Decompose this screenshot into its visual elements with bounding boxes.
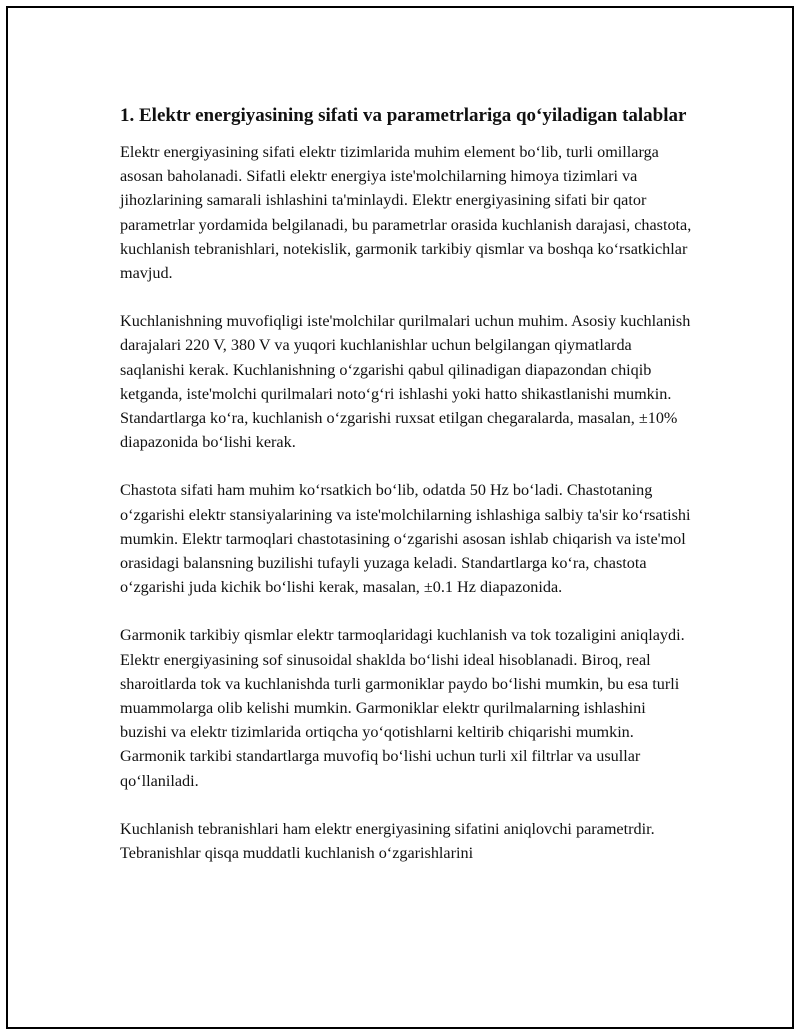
paragraph-voltage-fluctuations: Kuchlanish tebranishlari ham elektr energiyasining sifatini aniqlovchi parametrdir. Tebranishlar qisqa muddatli kuchlanish o‘zgarishlarini — [120, 819, 655, 863]
paragraph-harmonics: Garmonik tarkibiy qismlar elektr tarmoqlaridagi kuchlanish va tok tozaligini aniqlaydi. Elektr energiyasining sof sinusoidal shaklda bo‘lishi ideal hisoblanadi. Biroq, real sharoitlarda tok va kuchlanishda turli garmoniklar paydo bo‘lishi mumkin, bu esa turli muammolarga olib kelishi mumkin. Garmoniklar elektr qurilmalarning ishlashini buzishi va elektr tizimlarida ortiqcha yo‘qotishlarni keltirib chiqarishi mumkin. Garmonik tarkibi standartlarga muvofiq bo‘lishi uchun turli xil filtrlar va usullar qo‘llaniladi. — [120, 626, 685, 790]
paragraph-power-quality-intro: Elektr energiyasining sifati elektr tizimlarida muhim element bo‘lib, turli omillarga asosan baholanadi. Sifatli elektr energiya iste'molchilarning himoya tizimlari va jihozlarining samarali ishlashini ta'minlaydi. Elektr energiyasining sifati bir qator parametrlar yordamida belgilanadi, bu parametrlar orasida kuchlanish darajasi, chastota, kuchlanish tebranishlari, notekislik, garmonik tarkibiy qismlar va boshqa ko‘rsatkichlar mavjud. — [120, 143, 692, 283]
page-frame — [6, 6, 794, 1029]
document-body — [120, 102, 692, 865]
paragraph-frequency: Chastota sifati ham muhim ko‘rsatkich bo‘lib, odatda 50 Hz bo‘ladi. Chastotaning o‘zgarishi elektr stansiyalarining va iste'molchilarning ishlashiga salbiy ta'sir ko‘rsatishi mumkin. Elektr tarmoqlari chastotasining o‘zgarishi asosan ishlab chiqarish va iste'mol orasidagi balansning buzilishi tufayli yuzaga keladi. Standartlarga ko‘ra, chastota o‘zgarishi juda kichik bo‘lishi kerak, masalan, ±0.1 Hz diapazonida. — [120, 481, 691, 597]
section-heading: 1. Elektr energiyasining sifati va parametrlariga qo‘yiladigan talablar — [120, 105, 687, 126]
paragraph-voltage-levels: Kuchlanishning muvofiqligi iste'molchilar qurilmalari uchun muhim. Asosiy kuchlanish darajalari 220 V, 380 V va yuqori kuchlanishlar uchun belgilangan qiymatlarda saqlanishi kerak. Kuchlanishning o‘zgarishi qabul qilinadigan diapazondan chiqib ketganda, iste'molchi qurilmalari noto‘g‘ri ishlashi yoki hatto shikastlanishi mumkin. Standartlarga ko‘ra, kuchlanish o‘zgarishi ruxsat etilgan chegaralarda, masalan, ±10% diapazonida bo‘lishi kerak. — [120, 312, 691, 452]
